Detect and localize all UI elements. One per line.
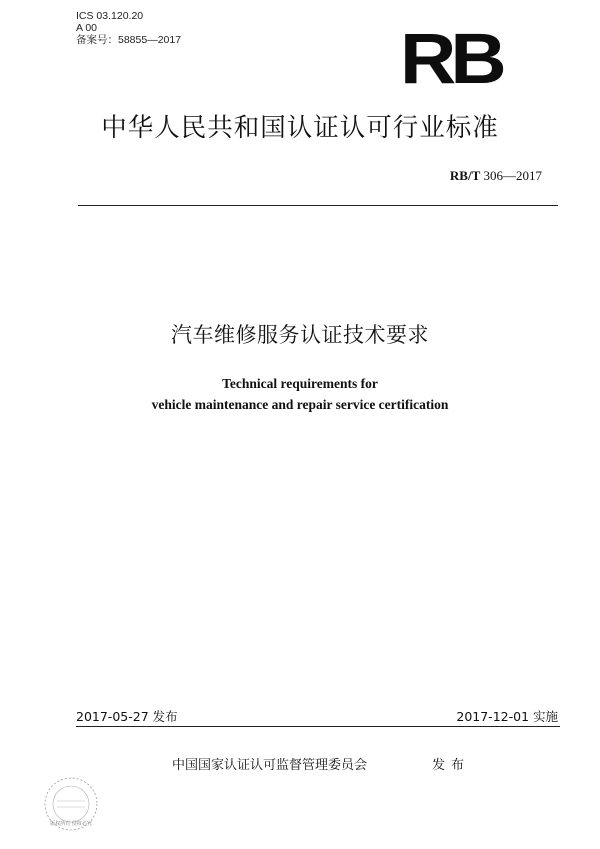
effective-date: 2017-12-01 实施 [456, 709, 558, 724]
document-metadata [76, 10, 181, 46]
publish-label: 发布 [432, 758, 471, 773]
rb-logo-text: RB [400, 17, 501, 99]
document-title-en-line2: vehicle maintenance and repair service certification [151, 397, 449, 412]
issue-date: 2017-05-27 发布 [76, 709, 178, 724]
stamp-text: 版权所有 侵权必究 [50, 821, 92, 827]
document-title-en-line1: Technical requirements for [222, 376, 378, 391]
document-title-en [0, 373, 600, 415]
publisher-name: 中国国家认证认可监督管理委员会 [172, 758, 368, 773]
record-number: 备案号：58855—2017 [76, 34, 182, 46]
rb-logo [400, 17, 526, 99]
header-divider [78, 205, 558, 206]
standard-code-prefix: RB/T [449, 168, 481, 183]
standard-category-title: 中华人民共和国认证认可行业标准 [101, 113, 499, 143]
footer-divider [76, 726, 560, 727]
document-title-cn: 汽车维修服务认证技术要求 [171, 323, 429, 347]
standard-code [450, 168, 542, 184]
standard-code-number: 306—2017 [483, 168, 542, 183]
ccs-code: A 00 [76, 22, 98, 34]
ics-code: ICS 03.120.20 [76, 10, 144, 22]
copyright-stamp [40, 773, 102, 835]
